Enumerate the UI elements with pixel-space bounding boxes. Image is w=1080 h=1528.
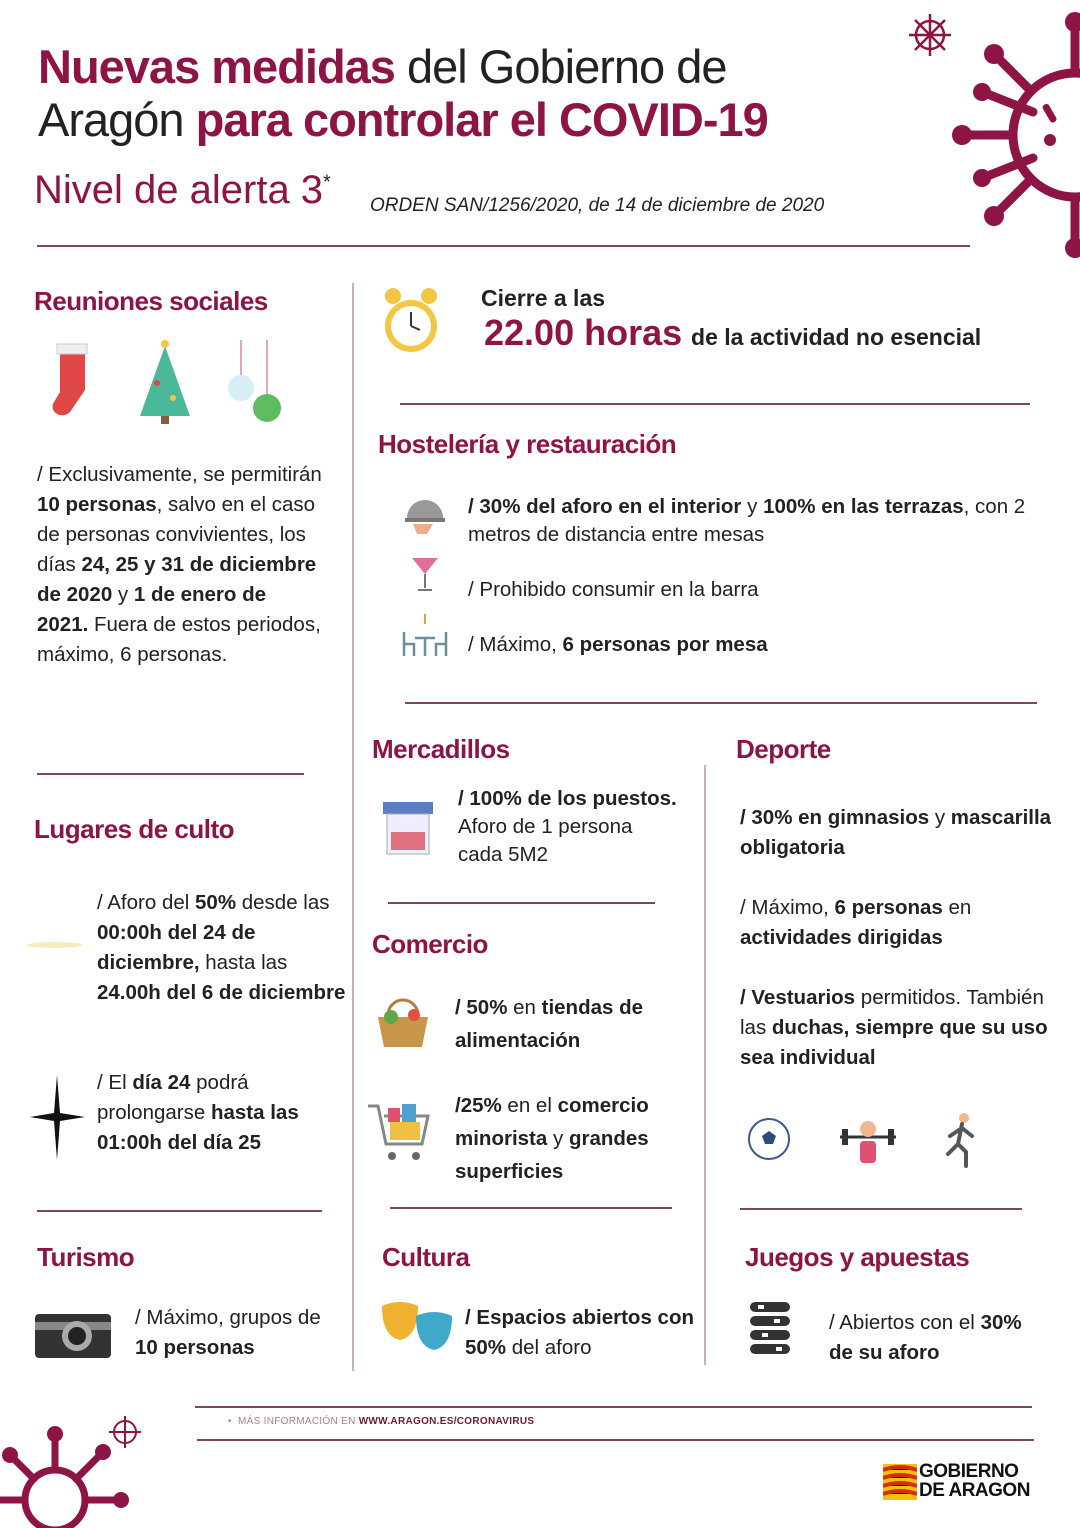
text-segment: 10 personas	[37, 493, 157, 516]
text-segment: / 30% del aforo en el interior	[468, 495, 742, 518]
text-segment: / Exclusivamente, se permitirán	[37, 463, 322, 486]
text-segment: día 24	[132, 1071, 191, 1094]
text-segment: , con 2 metros de distancia entre mesas	[468, 495, 1026, 546]
divider	[37, 773, 304, 775]
cierre-time: 22.00 horas	[484, 312, 683, 353]
text-segment: 6 personas por mesa	[562, 633, 768, 656]
hosteleria-heading: Hostelería y restauración	[378, 429, 677, 459]
alert-level	[34, 168, 331, 213]
text-segment: mascarilla obligatoria	[740, 806, 1052, 859]
text-segment: 100% en las terrazas	[763, 495, 964, 518]
text-segment: en el	[501, 1094, 558, 1117]
text-segment: 1 de enero de 2021.	[37, 583, 267, 636]
cierre-time-row	[484, 312, 981, 354]
text-segment: actividades dirigidas	[740, 926, 943, 949]
text-segment: tiendas de alimentación	[455, 996, 644, 1052]
text-segment: Nuevas medidas	[38, 40, 395, 93]
star-icon	[30, 1075, 85, 1160]
text-segment: / Máximo, grupos de	[135, 1306, 321, 1329]
market-stall-icon	[383, 802, 433, 856]
text-segment: duchas, siempre que su uso sea individual	[740, 1016, 1048, 1069]
theater-masks-icon	[380, 1300, 456, 1356]
text-segment: Aforo de 1 persona cada 5M2	[458, 815, 633, 866]
cultura-text	[465, 1303, 695, 1363]
turismo-heading: Turismo	[37, 1242, 135, 1272]
hosteleria-item-3	[468, 630, 1028, 660]
footer-divider-bottom	[197, 1439, 1034, 1441]
cocktail-icon	[410, 550, 440, 595]
text-segment: del Gobierno de	[394, 40, 727, 93]
divider	[740, 1208, 1022, 1210]
text-segment: /25%	[455, 1094, 502, 1117]
alarm-clock-icon	[380, 284, 442, 360]
table-chairs-icon	[400, 612, 450, 660]
text-segment: en	[942, 896, 972, 919]
reuniones-heading: Reuniones sociales	[34, 286, 268, 316]
virus-decoration-top-right	[890, 0, 1080, 260]
divider	[388, 902, 655, 904]
mercadillos-heading: Mercadillos	[372, 734, 510, 764]
deporte-item-3	[740, 983, 1070, 1073]
soccer-ball-icon	[747, 1117, 791, 1161]
text-segment: en	[507, 996, 542, 1019]
text-segment: / Máximo,	[740, 896, 835, 919]
text-segment: y	[547, 1127, 569, 1150]
text-segment: , salvo en el caso de personas convivientes, los días	[37, 493, 316, 576]
text-segment: grandes superficies	[455, 1127, 649, 1183]
weightlifting-icon	[838, 1115, 898, 1167]
text-segment: y	[929, 806, 951, 829]
grocery-basket-icon	[376, 993, 430, 1049]
column-divider-right	[704, 765, 706, 1365]
footer-info-link[interactable]: WWW.ARAGON.ES/CORONAVIRUS	[358, 1416, 535, 1427]
divider	[37, 1210, 322, 1212]
christmas-stocking-icon	[45, 340, 100, 425]
title-line-1	[38, 40, 726, 93]
hosteleria-item-2	[468, 575, 1028, 605]
column-divider-left	[352, 283, 354, 1371]
runner-icon	[940, 1112, 980, 1168]
text-segment: 30% de su aforo	[829, 1311, 1022, 1364]
text-segment: / El	[97, 1071, 133, 1094]
text-segment: / Abiertos con el	[829, 1311, 981, 1334]
text-segment: para controlar el COVID-19	[195, 93, 768, 146]
header-divider	[37, 245, 970, 247]
deporte-item-2	[740, 893, 1060, 953]
divider	[400, 403, 1030, 405]
title-line-2	[38, 93, 768, 146]
turismo-text	[135, 1303, 335, 1363]
deporte-item-1	[740, 803, 1060, 863]
footer-info-prefix: MÁS INFORMACIÓN EN	[237, 1416, 359, 1427]
cierre-label: Cierre a las	[481, 285, 606, 311]
text-segment: 24, 25 y 31 de diciembre de 2020	[37, 553, 317, 606]
virus-decoration-bottom-left	[0, 1400, 160, 1528]
shopping-cart-icon	[366, 1100, 432, 1166]
mercadillos-text	[458, 785, 678, 869]
text-segment: / 100% de los puestos.	[458, 787, 677, 810]
text-segment: Aragón	[38, 93, 196, 146]
logo-line-2: DE ARAGON	[919, 1480, 1030, 1501]
text-segment: / 50%	[455, 996, 508, 1019]
alert-asterisk: *	[323, 171, 331, 194]
culto-item-2	[97, 1068, 342, 1158]
cultura-heading: Cultura	[382, 1242, 470, 1272]
aragon-flag-icon	[883, 1464, 917, 1500]
text-segment: / Aforo del	[97, 891, 196, 914]
text-segment: hasta las	[199, 951, 288, 974]
text-segment: 10 personas	[135, 1336, 255, 1359]
text-segment: / Prohibido consumir en la barra	[468, 578, 759, 601]
text-segment: 50%	[195, 891, 237, 914]
cierre-suffix: de la actividad no esencial	[691, 324, 982, 350]
juegos-heading: Juegos y apuestas	[745, 1242, 970, 1272]
poker-chips-icon	[748, 1300, 792, 1360]
text-segment: / Espacios abiertos con 50%	[465, 1306, 694, 1359]
text-segment: podrá prolongarse	[97, 1071, 249, 1124]
reuniones-text	[37, 460, 322, 670]
deporte-heading: Deporte	[736, 734, 831, 764]
text-segment: comercio minorista	[455, 1094, 649, 1150]
culto-heading: Lugares de culto	[34, 814, 235, 844]
text-segment: Fuera de estos periodos, máximo, 6 personas.	[37, 613, 321, 666]
text-segment: del aforo	[506, 1336, 592, 1359]
comercio-heading: Comercio	[372, 929, 488, 959]
comercio-item-2	[455, 1089, 695, 1188]
text-segment: / Vestuarios	[740, 986, 856, 1009]
divider	[390, 1207, 672, 1209]
order-reference: ORDEN SAN/1256/2020, de 14 de diciembre de 2020	[370, 195, 825, 216]
comercio-item-1	[455, 991, 690, 1057]
ornaments-icon	[225, 340, 285, 428]
juegos-text	[829, 1308, 1049, 1368]
text-segment: 00:00h del 24 de diciembre,	[97, 921, 256, 974]
sparkle-glow-icon	[25, 925, 85, 965]
text-segment: permitidos. También las	[740, 986, 1044, 1039]
christmas-tree-icon	[135, 338, 195, 428]
text-segment: 6 personas	[834, 896, 943, 919]
serving-cloche-icon	[403, 490, 447, 538]
text-segment: 24.00h del 6 de diciembre	[97, 981, 346, 1004]
hosteleria-item-1	[468, 493, 1028, 549]
logo-line-1: GOBIERNO	[919, 1461, 1019, 1482]
text-segment: / Máximo,	[468, 633, 563, 656]
alert-level-text: Nivel de alerta 3	[34, 168, 324, 212]
text-segment: / 30% en gimnasios	[740, 806, 930, 829]
text-segment: y	[741, 495, 764, 518]
footer-info: • MÁS INFORMACIÓN EN WWW.ARAGON.ES/CORONAVIRUS	[228, 1416, 535, 1427]
camera-icon	[35, 1308, 111, 1358]
culto-item-1	[97, 888, 347, 1008]
footer-divider-top	[195, 1406, 1032, 1408]
text-segment: y	[112, 583, 134, 606]
text-segment: hasta las 01:00h del día 25	[97, 1101, 299, 1154]
divider	[405, 702, 1037, 704]
text-segment: desde las	[236, 891, 330, 914]
